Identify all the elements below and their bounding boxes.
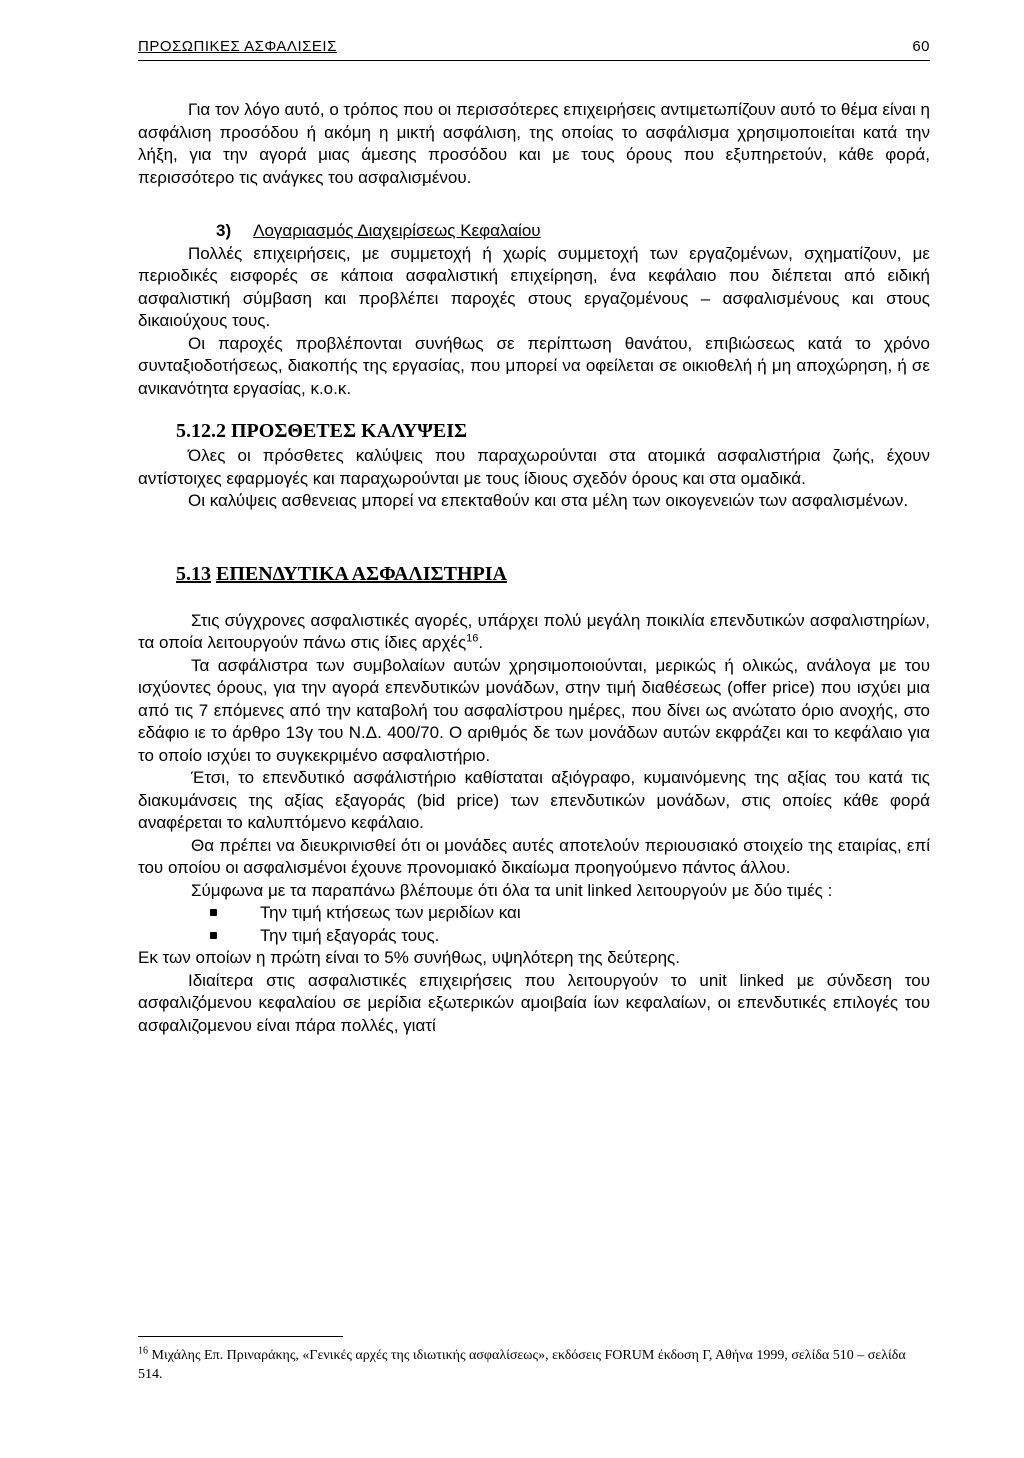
- capital-management-number: 3): [216, 221, 232, 240]
- list-item-text: Την τιμή κτήσεως των μεριδίων και: [260, 903, 521, 922]
- capital-management-title: Λογαριασμός Διαχειρίσεως Κεφαλαίου: [253, 221, 541, 240]
- capital-management-heading: [138, 220, 930, 243]
- list-item: [138, 902, 930, 925]
- section-5-12-paragraph-2: Οι καλύψεις ασθενειας μπορεί να επεκταθούν και στα μέλη των οικογενειών των ασφαλισμένων.: [188, 491, 909, 510]
- section-5-13-heading: [138, 562, 930, 586]
- capital-management-paragraph-2: Οι παροχές προβλέπονται συνήθως σε περίπτωση θανάτου, επιβιώσεως κατά το χρόνο συνταξιοδοτήσεως, διακοπής της εργασίας, που μπορεί να οφείλεται σε οικιοθελή ή μη αποχώρηση, ή σε ανικανότητα εργασίας, κ.ο.κ.: [138, 333, 930, 398]
- page-header: [138, 36, 930, 61]
- page-body: [138, 99, 930, 1037]
- section-5-12-title: ΠΡΟΣΘΕΤΕΣ ΚΑΛΥΨΕΙΣ: [231, 420, 468, 442]
- section-5-12-paragraph-1: Όλες οι πρόσθετες καλύψεις που παραχωρούνται στα ατομικά ασφαλιστήρια ζωής, έχουν αντίστοιχες εφαρμογές και παραχωρούνται με τους ίδιους σχεδόν όρους και στα ομαδικά.: [138, 446, 930, 488]
- section-5-13-paragraph-1-text: Στις σύγχρονες ασφαλιστικές αγορές, υπάρχει πολύ μεγάλη ποικιλία επενδυτικών ασφαλιστηρίων, τα οποία λειτουργούν πάνω στις ίδιες αρχές: [138, 610, 930, 652]
- footnote-number: 16: [138, 1345, 148, 1357]
- section-5-13-paragraph-5: Σύμφωνα με τα παραπάνω βλέπουμε ότι όλα τα unit linked λειτουργούν με δύο τιμές :: [191, 880, 833, 900]
- list-item-text: Την τιμή εξαγοράς τους.: [260, 925, 440, 945]
- intro-paragraph: Για τον λόγο αυτό, ο τρόπος που οι περισσότερες επιχειρήσεις αντιμετωπίζουν αυτό το θέμα είναι η ασφάλιση προσόδου ή ακόμη η μικτή ασφάλιση, της οποίας το ασφάλισμα χρησιμοποιείται κατά την λήξη, για την αγορά μιας άμεσης προσόδου και με τους όρους που εξυπηρετούν, κάθε φορά, περισσότερο τις ανάγκες του ασφαλισμένου.: [138, 100, 930, 187]
- bullet-icon: [210, 909, 217, 916]
- section-5-13-title: ΕΠΕΝΔΥΤΙΚΑ ΑΣΦΑΛΙΣΤΗΡΙΑ: [216, 562, 507, 585]
- footnote-reference: 16: [466, 632, 479, 645]
- footnote-divider: [138, 1336, 343, 1337]
- section-5-13-paragraph-1-end: .: [478, 633, 484, 652]
- section-5-12-number: 5.12.2: [176, 420, 226, 442]
- section-5-13-paragraph-4: Θα πρέπει να διευκρινισθεί ότι οι μονάδες αυτές αποτελούν περιουσιακό στοιχείο της εταιρίας, επί του οποίου οι ασφαλισμένοι έχουνε προνομιακό δικαίωμα προηγούμενο πάντος άλλου.: [138, 835, 930, 877]
- footnote-text: Μιχάλης Επ. Πριναράκης, «Γενικές αρχές της ιδιωτικής ασφαλίσεως», εκδόσεις FORUM έκδοση Γ, Αθήνα 1999, σελίδα 510 – σελίδα 514.: [138, 1348, 906, 1382]
- section-5-13-paragraph-6: Εκ των οποίων η πρώτη είναι το 5% συνήθως, υψηλότερη της δεύτερης.: [138, 948, 680, 967]
- section-5-13-paragraph-1: [138, 610, 930, 655]
- section-5-13-number: 5.13: [176, 562, 211, 585]
- footnote: [138, 1346, 930, 1384]
- section-5-13-paragraph-7: Ιδιαίτερα στις ασφαλιστικές επιχειρήσεις που λειτουργούν το unit linked με σύνδεση του ασφαλιζόμενου κεφαλαίου σε μερίδια εξωτερικών αμοιβαία ίων κεφαλαίων, οι επενδυτικές επιλογές του ασφαλιζομενου είναι πάρα πολλές, γιατί: [138, 970, 930, 1035]
- page-number: 60: [912, 38, 930, 55]
- section-5-13-paragraph-2: Τα ασφάλιστρα των συμβολαίων αυτών χρησιμοποιούνται, μερικώς ή ολικώς, ανάλογα με του ισχύοντες όρους, για την αγορά επενδυτικών μονάδων, στην τιμή διαθέσεως (offer price) που ισχύει μια από τις 7 επόμενες από την καταβολή του ασφαλίστρου ημέρες, που δίνει ως ανώτατο όριο ανοχής, στο εδάφιο ιε το άρθρο 13γ του Ν.Δ. 400/70. Ο αριθμός δε των μονάδων αυτών εκφράζει και το κεφάλαιο για το οποίο ισχύει το συγκεκριμένο ασφαλιστήριο.: [138, 655, 930, 765]
- bullet-icon: [210, 932, 217, 939]
- list-item: [138, 925, 930, 948]
- capital-management-paragraph-1: Πολλές επιχειρήσεις, με συμμετοχή ή χωρίς συμμετοχή των εργαζομένων, σχηματίζουν, με περιοδικές εισφορές σε κάποια ασφαλιστική επιχείρηση, ένα κεφάλαιο που διέπεται από ειδική ασφαλιστική σύμβαση και προβλέπει παροχές στους εργαζομένους – ασφαλισμένους και στους δικαιούχους τους.: [138, 243, 930, 330]
- section-5-12-heading: [138, 419, 930, 443]
- running-title: ΠΡΟΣΩΠΙΚΕΣ ΑΣΦΑΛΙΣΕΙΣ: [138, 38, 337, 55]
- price-list: [138, 902, 930, 947]
- section-5-13-paragraph-3: Έτσι, το επενδυτικό ασφάλιστήριο καθίσταται αξιόγραφο, κυμαινόμενης της αξίας του κατά τις διακυμάνσεις της αξίας εξαγοράς (bid price) των επενδυτικών μονάδων, στις οποίες κάθε φορά αναφέρεται το καλυπτόμενο κεφάλαιο.: [138, 768, 930, 832]
